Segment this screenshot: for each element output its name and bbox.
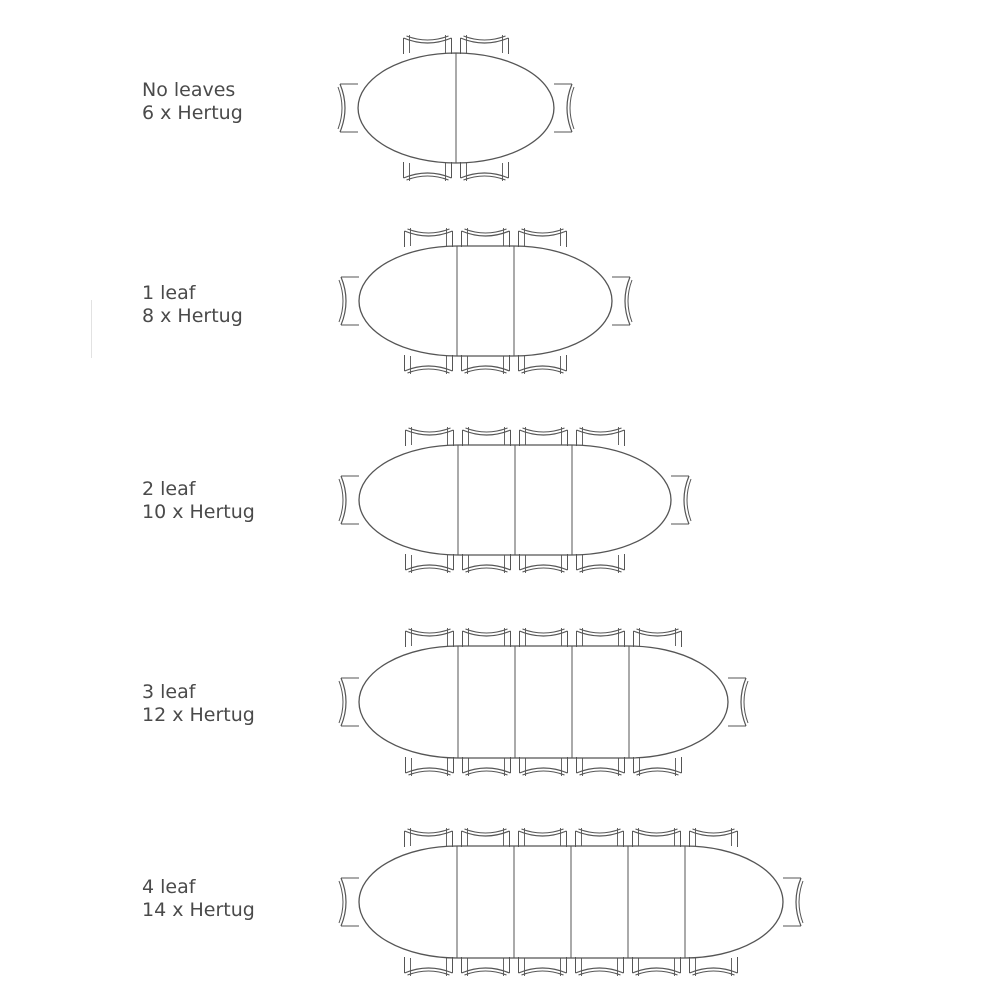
chair-top bbox=[633, 828, 681, 847]
chair-left-end bbox=[339, 878, 359, 926]
chair-top bbox=[519, 228, 567, 247]
table-1-leaf bbox=[339, 228, 632, 374]
chair-bottom bbox=[519, 957, 567, 976]
chair-right-end bbox=[671, 476, 691, 524]
chair-bottom bbox=[462, 355, 510, 374]
leaves-label: 2 leaf bbox=[142, 478, 196, 500]
chair-top bbox=[463, 427, 511, 446]
chair-top bbox=[405, 828, 453, 847]
chair-top bbox=[577, 628, 625, 647]
chair-bottom bbox=[461, 162, 509, 181]
chair-top bbox=[463, 628, 511, 647]
table-2-leaf bbox=[339, 427, 691, 573]
chair-top bbox=[576, 828, 624, 847]
chair-left-end bbox=[339, 476, 359, 524]
chair-bottom bbox=[462, 957, 510, 976]
chair-bottom bbox=[690, 957, 738, 976]
chair-top bbox=[404, 35, 452, 54]
chair-top bbox=[406, 628, 454, 647]
chair-top bbox=[461, 35, 509, 54]
chair-top bbox=[462, 828, 510, 847]
chair-bottom bbox=[406, 554, 454, 573]
seating-label: 10 x Hertug bbox=[142, 501, 255, 523]
table-3-leaf bbox=[339, 628, 748, 776]
chair-bottom bbox=[576, 957, 624, 976]
table-4-leaf bbox=[339, 828, 803, 976]
chair-top bbox=[519, 828, 567, 847]
table-outline bbox=[359, 646, 728, 758]
seating-label: 8 x Hertug bbox=[142, 305, 243, 327]
chair-top bbox=[690, 828, 738, 847]
leaves-label: 1 leaf bbox=[142, 282, 196, 304]
chair-bottom bbox=[520, 757, 568, 776]
seating-label: 12 x Hertug bbox=[142, 704, 255, 726]
chair-bottom bbox=[405, 355, 453, 374]
chair-top bbox=[520, 628, 568, 647]
table-outline bbox=[359, 246, 612, 356]
chair-bottom bbox=[520, 554, 568, 573]
seating-label: 14 x Hertug bbox=[142, 899, 255, 921]
chair-left-end bbox=[339, 678, 359, 726]
chair-bottom bbox=[577, 554, 625, 573]
chair-right-end bbox=[728, 678, 748, 726]
seating-label: 6 x Hertug bbox=[142, 102, 243, 124]
leaves-label: 4 leaf bbox=[142, 876, 196, 898]
chair-left-end bbox=[338, 84, 358, 132]
chair-bottom bbox=[404, 162, 452, 181]
chair-top bbox=[520, 427, 568, 446]
table-no-leaves bbox=[338, 35, 574, 181]
chair-top bbox=[405, 228, 453, 247]
leaves-label: 3 leaf bbox=[142, 681, 196, 703]
chair-top bbox=[634, 628, 682, 647]
chair-bottom bbox=[577, 757, 625, 776]
chair-right-end bbox=[554, 84, 574, 132]
chair-left-end bbox=[339, 277, 359, 325]
chair-top bbox=[462, 228, 510, 247]
chair-bottom bbox=[406, 757, 454, 776]
chair-right-end bbox=[612, 277, 632, 325]
chair-right-end bbox=[783, 878, 803, 926]
chair-top bbox=[406, 427, 454, 446]
chair-bottom bbox=[463, 554, 511, 573]
chair-top bbox=[577, 427, 625, 446]
chair-bottom bbox=[634, 757, 682, 776]
chair-bottom bbox=[405, 957, 453, 976]
chair-bottom bbox=[633, 957, 681, 976]
leaves-label: No leaves bbox=[142, 79, 236, 101]
chair-bottom bbox=[463, 757, 511, 776]
chair-bottom bbox=[519, 355, 567, 374]
